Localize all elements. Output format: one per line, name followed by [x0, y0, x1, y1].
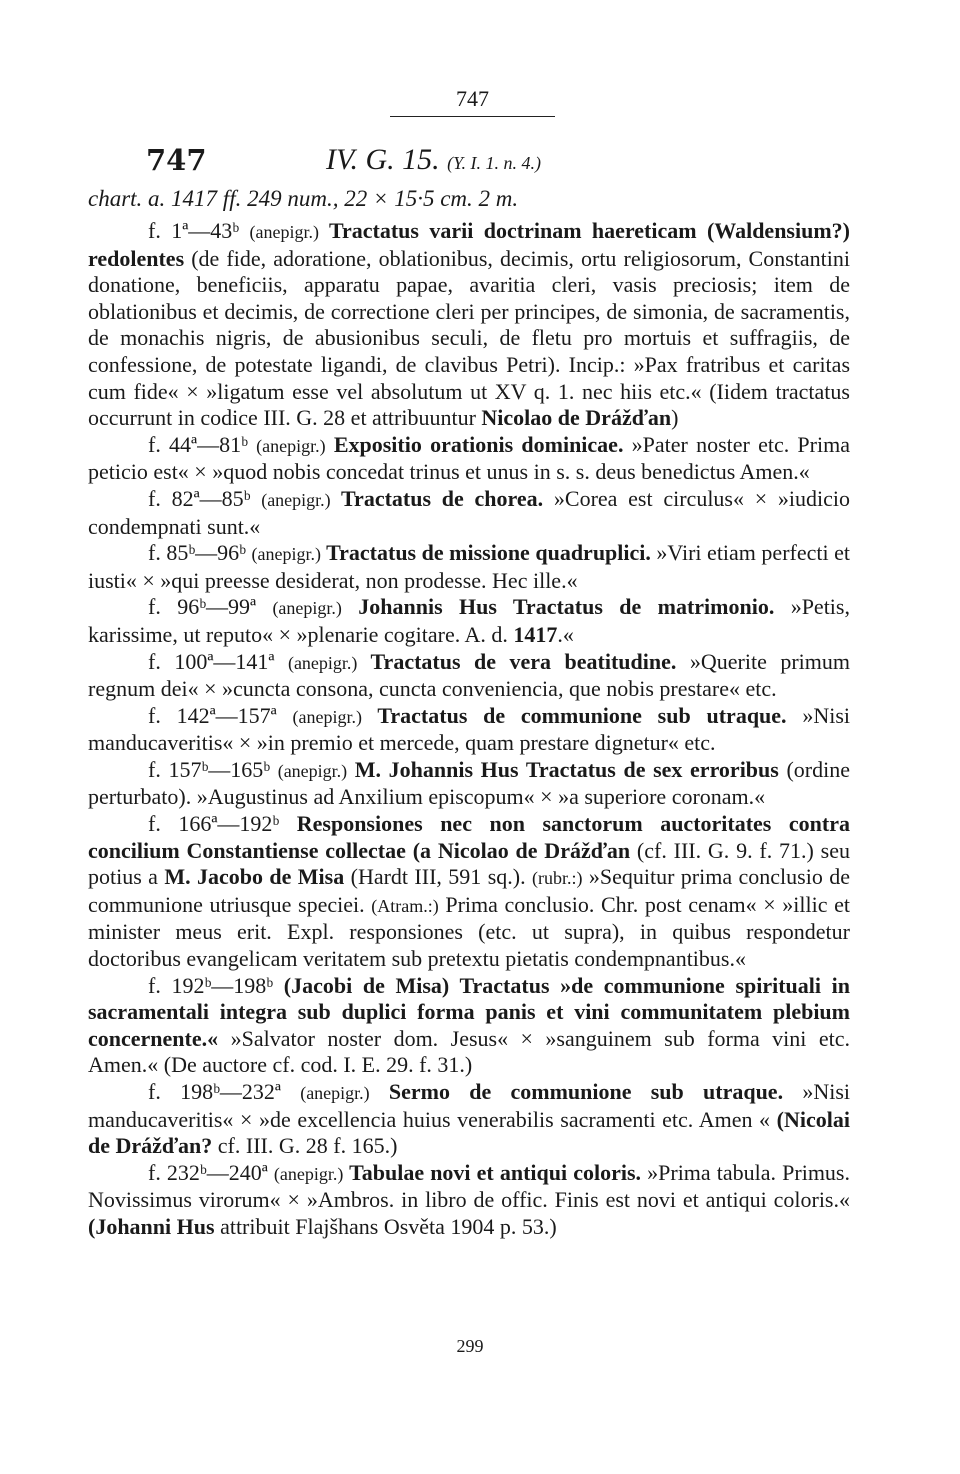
content-entry — [88, 703, 850, 757]
bold-text: Expositio orationis dominicae. — [325, 431, 624, 457]
folio-number: 299 — [456, 1336, 484, 1356]
content-entry — [88, 757, 850, 811]
entry-text: f. 100ª—141ª — [148, 648, 288, 674]
entry-text: »Viri etiam perfecti et iusti« × »qui preesse desiderat, non prodesse. Hec ille.« — [88, 540, 851, 593]
entry-text: f. 166ª—192ᵇ — [148, 811, 297, 837]
note-text: (anepigr.) — [256, 435, 326, 456]
content-entry — [88, 649, 850, 703]
bold-text: Responsiones nec non sanctorum auctoritates contra concilium Constantiense collectae (a Nicolao de Drážďan — [88, 811, 850, 863]
entry-text: .« — [557, 621, 574, 647]
note-text: (Atram.:) — [371, 895, 439, 916]
entry-text: f. 1ª—43ᵇ — [148, 218, 250, 243]
note-text: (anepigr.) — [287, 652, 358, 673]
entry-text: »Salvator noster dom. Jesus« × »sanguinem sub forma vini etc. Amen.« (De auctore cf. cod. I. E. 29. f. 31.) — [88, 1025, 850, 1078]
bold-text: Nicolao de Drážďan — [481, 405, 672, 431]
bold-text: Johannis Hus Tractatus de matrimonio. — [341, 594, 775, 620]
content-entry — [88, 594, 850, 648]
entry-text: (ordine perturbato). »Augustinus ad Anxilium episcopum« × »a superiore coronam.« — [88, 756, 850, 810]
entry-text: (Hardt III, 591 sq.). — [344, 864, 532, 890]
entry-text: f. 82ª—85ᵇ — [148, 485, 262, 511]
entry-text: cf. III. G. 28 f. 165.) — [212, 1133, 398, 1159]
bold-text: M. Johannis Hus Tractatus de sex erroribus — [347, 756, 779, 782]
manuscript-heading — [146, 143, 860, 183]
bold-text: (Jacobi de Misa) Tractatus »de communione spirituali in sacramentali integra sub duplici forma panis et vini communitatem plebium concernente.« — [88, 972, 851, 1051]
entry-text: »Prima tabula. Primus. Novissimus virorum« × »Ambros. in libro de offic. Finis est novi et antiqui coloris.« — [88, 1159, 850, 1213]
bold-text: (Nicolai de Drážďan? — [88, 1106, 850, 1159]
note-text: (anepigr.) — [292, 706, 362, 727]
shelfmark-current: IV. G. 15. — [326, 143, 440, 176]
entry-text: f. 232ᵇ—240ª — [148, 1159, 274, 1185]
bold-text: Tractatus de missione quadruplici. — [320, 540, 651, 566]
entry-text: »Nisi manducaveritis« × »de excellencia huius venerabilis sacramenti etc. Amen « — [88, 1079, 850, 1132]
content-entry — [88, 973, 850, 1079]
entry-text: »Querite primum regnum dei« × »cuncta consona, cuncta conveniencia, que nobis prestare« etc. — [88, 648, 851, 702]
content-entry — [88, 1160, 850, 1241]
note-text: (anepigr.) — [300, 1083, 370, 1103]
note-text: (anepigr.) — [261, 489, 331, 510]
entry-text: f. 157ᵇ—165ᵇ — [148, 756, 278, 782]
entry-text: ) — [671, 405, 679, 431]
entry-text: Prima conclusio. Chr. post cenam« × »illic et minister meus erit. Expl. responsiones (etc. ut supra), in quibus respondetur doctoribus evangelicam veritatem sub pretextu pietatis condempnantibus.« — [88, 891, 851, 972]
contents-list — [88, 218, 850, 1241]
content-entry — [88, 432, 850, 486]
note-text: (anepigr.) — [277, 760, 348, 781]
physical-description: chart. a. 1417 ff. 249 num., 22 × 15·5 cm. 2 m. — [88, 186, 519, 211]
bold-text: M. Jacobo de Misa — [164, 864, 345, 890]
shelfmark-old: (Y. I. 1. n. 4.) — [447, 153, 541, 173]
bold-text: Tractatus de communione sub utraque. — [361, 702, 787, 728]
content-entry — [88, 811, 850, 973]
bold-text: Sermo de communione sub utraque. — [369, 1079, 784, 1104]
note-text: (anepigr.) — [251, 544, 321, 565]
content-entry — [88, 540, 850, 594]
content-entry — [88, 486, 850, 540]
entry-text: »Petis, karissime, ut reputo« × »plenarie cogitare. A. d. — [88, 594, 850, 647]
note-text: (anepigr.) — [273, 1163, 344, 1184]
content-entry — [88, 1079, 850, 1160]
entry-text: f. 142ª—157ª — [148, 702, 293, 728]
entry-text: f. 96ᵇ—99ª — [148, 594, 273, 620]
entry-text: f. 198ᵇ—232ª — [148, 1079, 301, 1104]
entry-text: »Corea est circulus« × »iudicio condempnati sunt.« — [88, 485, 850, 539]
entry-text: f. 44ª—81ᵇ — [148, 431, 257, 457]
bold-text: Tabulae novi et antiqui coloris. — [343, 1159, 642, 1185]
shelfmark — [326, 143, 541, 177]
note-text: (rubr.:) — [531, 868, 583, 889]
entry-number: 747 — [146, 143, 207, 177]
bold-text: Tractatus varii doctrinam haereticam (Waldensium?) redolentes — [88, 218, 850, 271]
entry-text: »Pater noster etc. Prima peticio est« × »quod nobis concedat trinus et unus in s. s. deus benedictus Amen.« — [88, 431, 850, 485]
content-entry — [88, 218, 850, 432]
bold-text: Tractatus de vera beatitudine. — [357, 648, 677, 674]
note-text: (anepigr.) — [249, 222, 319, 242]
entry-text: (de fide, adoratione, oblationibus, decimis, ortu religiosorum, Constantini donatione, beneficiis, apparatu papae, avaritia cleri, vasis preciosis; item de oblationibus et decimis, de correctione cleri per principes, de simonia, de sacramentis, de monachis nigris, de abusionibus seculi, de fletu pro mortuis et suffragiis, de confessione, de potestate ligandi, de clavibus Petri). Incip.: »Pax fratribus et caritas cum fide« × »ligatum esse vel absolutum ut XV q. 1. nec hiis etc.« (Iidem tractatus occurrunt in codice III. G. 28 et attribuuntur — [88, 245, 850, 431]
entry-text: f. 192ᵇ—198ᵇ — [148, 972, 284, 998]
bold-text: (Johanni Hus — [88, 1213, 215, 1239]
entry-text: »Nisi manducaveritis« × »in premio et mercede, quam prestare dignetur« etc. — [88, 702, 851, 756]
entry-text: »Sequitur prima conclusio de communione utriusque speciei. — [88, 864, 850, 917]
bold-text: 1417 — [513, 621, 558, 647]
note-text: (anepigr.) — [272, 598, 342, 619]
entry-text: f. 85ᵇ—96ᵇ — [148, 540, 252, 566]
running-head-page-number: 747 — [390, 86, 555, 117]
bold-text: Tractatus de chorea. — [330, 485, 544, 511]
entry-text: (cf. III. G. 9. f. 71.) seu potius a — [88, 837, 850, 890]
entry-text: attribuit Flajšhans Osvěta 1904 p. 53.) — [214, 1213, 557, 1239]
